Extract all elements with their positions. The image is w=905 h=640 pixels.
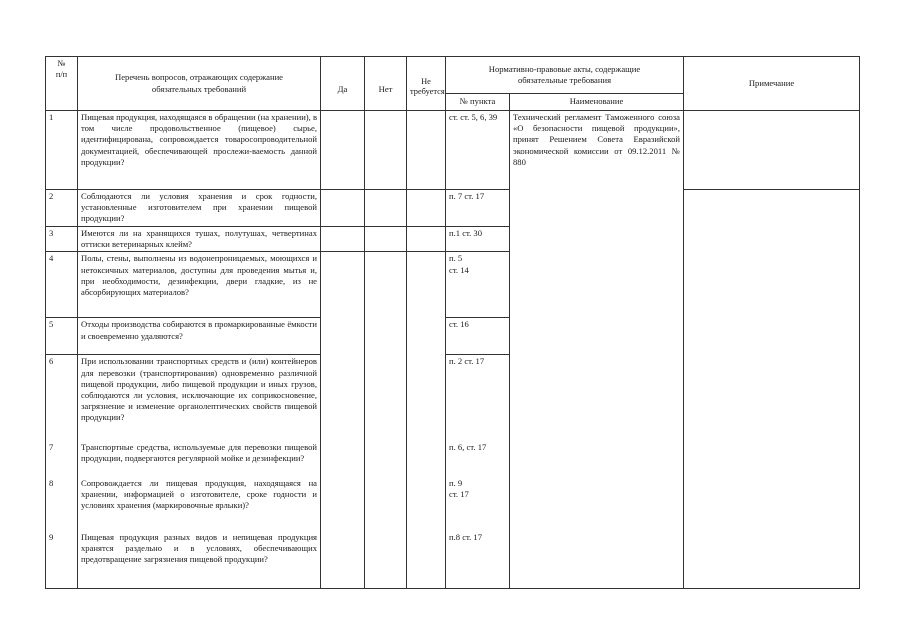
row-question: Сопровождается ли пищевая продукция, находящаяся на хранении, информацией о изготовителе, сроке годности и условиях хранения (маркировочные ярлыки)? bbox=[78, 477, 321, 531]
answer-not-required-cell[interactable] bbox=[407, 111, 446, 190]
header-no: Нет bbox=[365, 57, 407, 111]
row-number: 6 bbox=[46, 355, 78, 441]
row-number: 7 bbox=[46, 441, 78, 477]
row-question: Имеются ли на хранящихся тушах, полутушах, четвертинах оттиски ветеринарных клейм? bbox=[78, 227, 321, 252]
answer-not-required-cell[interactable] bbox=[407, 227, 446, 252]
row-point: п. 9 ст. 17 bbox=[446, 477, 510, 531]
answer-no-cell[interactable] bbox=[365, 441, 407, 477]
header-num: № п/п bbox=[46, 57, 78, 111]
row-number: 1 bbox=[46, 111, 78, 190]
answer-yes-cell[interactable] bbox=[321, 318, 365, 355]
table-row bbox=[46, 190, 860, 227]
row-point: п. 2 ст. 17 bbox=[446, 355, 510, 441]
table-body bbox=[46, 111, 860, 589]
row-number: 2 bbox=[46, 190, 78, 227]
answer-not-required-cell[interactable] bbox=[407, 252, 446, 318]
row-number: 8 bbox=[46, 477, 78, 531]
row-point: п.8 ст. 17 bbox=[446, 531, 510, 589]
row-question: Отходы производства собираются в промаркированные ёмкости и своевременно удаляются? bbox=[78, 318, 321, 355]
answer-not-required-cell[interactable] bbox=[407, 190, 446, 227]
answer-no-cell[interactable] bbox=[365, 227, 407, 252]
table-header bbox=[46, 57, 860, 111]
answer-no-cell[interactable] bbox=[365, 531, 407, 589]
answer-yes-cell[interactable] bbox=[321, 190, 365, 227]
row-number: 9 bbox=[46, 531, 78, 589]
act-name-cell: Технический регламент Таможенного союза «О безопасности пищевой продукции», принят Решением Совета Евразийской экономической комиссии от 09.12.2011 № 880 bbox=[510, 111, 684, 589]
row-number: 3 bbox=[46, 227, 78, 252]
answer-no-cell[interactable] bbox=[365, 190, 407, 227]
row-question: Соблюдаются ли условия хранения и срок годности, установленные изготовителем при хранении пищевой продукции? bbox=[78, 190, 321, 227]
row-point: ст. 16 bbox=[446, 318, 510, 355]
header-questions: Перечень вопросов, отражающих содержание обязательных требований bbox=[78, 57, 321, 111]
header-acts: Нормативно-правовые акты, содержащие обязательные требования bbox=[446, 57, 684, 94]
answer-yes-cell[interactable] bbox=[321, 111, 365, 190]
row-question: Пищевая продукция, находящаяся в обращении (на хранении), в том числе продовольственное (пищевое) сырье, идентифицирована, сопровождается товаросопроводительной документацией, обеспечивающей прослежи-ваемость данной продукции? bbox=[78, 111, 321, 190]
answer-yes-cell[interactable] bbox=[321, 227, 365, 252]
row-number: 4 bbox=[46, 252, 78, 318]
answer-yes-cell[interactable] bbox=[321, 531, 365, 589]
answer-yes-cell[interactable] bbox=[321, 441, 365, 477]
notes-cell[interactable] bbox=[684, 190, 860, 589]
row-point: п. 6, ст. 17 bbox=[446, 441, 510, 477]
answer-not-required-cell[interactable] bbox=[407, 318, 446, 355]
row-question: Пищевая продукция разных видов и непищевая продукция хранятся раздельно и в условиях, обеспечивающих предотвращение загрязнения пищевой продукции? bbox=[78, 531, 321, 589]
row-question: Полы, стены, выполнены из водонепроницаемых, моющихся и нетоксичных материалов, доступны для проведения мытья и, при необходимости, дезинфекции, двери гладкие, из не абсорбирующих материалов? bbox=[78, 252, 321, 318]
header-point-no: № пункта bbox=[446, 94, 510, 111]
answer-no-cell[interactable] bbox=[365, 477, 407, 531]
answer-not-required-cell[interactable] bbox=[407, 355, 446, 441]
header-not-required: Не требуется bbox=[407, 57, 446, 111]
header-yes: Да bbox=[321, 57, 365, 111]
row-number: 5 bbox=[46, 318, 78, 355]
answer-not-required-cell[interactable] bbox=[407, 477, 446, 531]
row-point: п. 7 ст. 17 bbox=[446, 190, 510, 227]
header-act-name: Наименование bbox=[510, 94, 684, 111]
row-point: п.1 ст. 30 bbox=[446, 227, 510, 252]
answer-no-cell[interactable] bbox=[365, 111, 407, 190]
checklist-table bbox=[45, 56, 860, 589]
table-row bbox=[46, 111, 860, 190]
answer-yes-cell[interactable] bbox=[321, 477, 365, 531]
row-question: Транспортные средства, используемые для перевозки пищевой продукции, подвергаются регулярной мойке и дезинфекции? bbox=[78, 441, 321, 477]
header-notes: Примечание bbox=[684, 57, 860, 111]
row-question: При использовании транспортных средств и (или) контейнеров для перевозки (транспортирования) одновременно различной пищевой продукции, либо пищевой продукции и иных грузов, соблюдаются ли условия, исключающие их соприкосновение, загрязнение и изменение органолептических свойств пищевой продукции? bbox=[78, 355, 321, 441]
notes-cell[interactable] bbox=[684, 111, 860, 190]
answer-not-required-cell[interactable] bbox=[407, 531, 446, 589]
answer-yes-cell[interactable] bbox=[321, 355, 365, 441]
answer-not-required-cell[interactable] bbox=[407, 441, 446, 477]
answer-no-cell[interactable] bbox=[365, 252, 407, 318]
row-point: п. 5 ст. 14 bbox=[446, 252, 510, 318]
answer-no-cell[interactable] bbox=[365, 318, 407, 355]
answer-no-cell[interactable] bbox=[365, 355, 407, 441]
row-point: ст. ст. 5, 6, 39 bbox=[446, 111, 510, 190]
answer-yes-cell[interactable] bbox=[321, 252, 365, 318]
